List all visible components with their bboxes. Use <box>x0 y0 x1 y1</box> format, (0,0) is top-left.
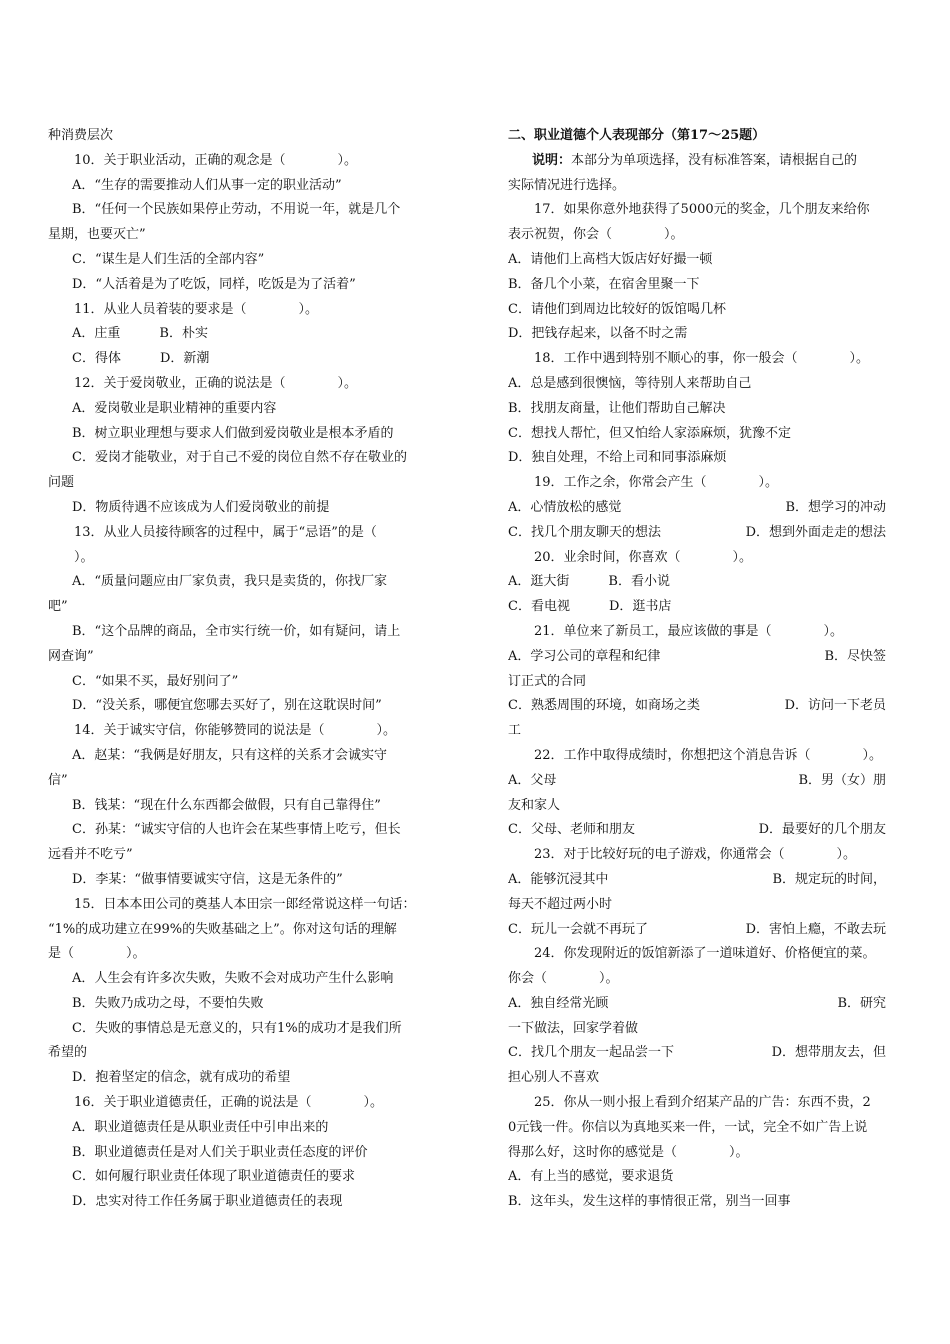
right-text-line: C．想找人帮忙，但又怕给人家添麻烦，犹豫不定 <box>508 425 791 441</box>
left-text-line: A．爱岗敬业是职业精神的重要内容 <box>72 400 277 416</box>
option-left: A．父母 <box>508 772 557 788</box>
left-text-line: 15．日本本田公司的奠基人本田宗一郎经常说这样一句话： <box>74 896 416 912</box>
option-right: D．最要好的几个朋友 <box>758 822 886 838</box>
right-text-line: 17．如果你意外地获得了5000元的奖金，几个朋友来给你 <box>534 202 870 218</box>
left-text-line: 10．关于职业活动，正确的观念是（ ）。 <box>74 152 358 168</box>
left-text-line: 信” <box>48 772 68 788</box>
right-text-line: D．独自处理，不给上司和同事添麻烦 <box>508 450 727 466</box>
right-text-line: A．逛大街 B．看小说 <box>508 574 670 590</box>
right-text-line: 实际情况进行选择。 <box>508 177 626 193</box>
option-left: C．熟悉周围的环境，如商场之类 <box>508 698 700 714</box>
left-text-line: B．职业道德责任是对人们关于职业责任态度的评价 <box>72 1144 368 1160</box>
right-text-line <box>508 992 886 1017</box>
left-text-line: 11．从业人员着装的要求是（ ）。 <box>74 301 319 317</box>
note-label: 说明： <box>532 152 572 168</box>
left-text-line: 网查询” <box>48 648 94 664</box>
option-left: C．玩儿一会就不再玩了 <box>508 921 648 937</box>
left-text-line: 希望的 <box>48 1045 88 1061</box>
right-text-line: 一下做法，回家学着做 <box>508 1020 639 1036</box>
left-text-line: A．赵某：“我俩是好朋友，只有这样的关系才会诚实守 <box>72 747 388 763</box>
right-text-line: 工 <box>508 723 522 739</box>
right-text-line: 二、职业道德个人表现部分（第17～25题） <box>508 128 766 143</box>
right-text-line: C．看电视 D．逛书店 <box>508 599 672 615</box>
left-text-line: D．抱着坚定的信念，就有成功的希望 <box>72 1070 291 1086</box>
note-text: 本部分为单项选择，没有标准答案，请根据自己的 <box>571 152 858 168</box>
right-text-line <box>508 645 886 670</box>
option-left: A．学习公司的章程和纪律 <box>508 648 661 664</box>
left-text-line: ）。 <box>74 549 94 565</box>
right-text-line: C．请他们到周边比较好的饭馆喝几杯 <box>508 301 726 317</box>
right-text-line: 担心别人不喜欢 <box>508 1070 600 1086</box>
left-text-line: 星期，也要灭亡” <box>48 227 146 243</box>
right-text-line: 18．工作中遇到特别不顺心的事，你一般会（ ）。 <box>534 351 870 367</box>
option-right: B．规定玩的时间， <box>772 871 886 887</box>
right-text-line: 19．工作之余，你常会产生（ ）。 <box>534 475 779 491</box>
option-left: C．父母、老师和朋友 <box>508 822 635 838</box>
left-text-line: A．“质量问题应由厂家负责，我只是卖货的，你找厂家 <box>72 574 388 590</box>
left-text-line: D．“人活着是为了吃饭，同样，吃饭是为了活着” <box>72 276 356 292</box>
left-text-line: 种消费层次 <box>48 128 114 143</box>
option-right: D．想带朋友去，但 <box>771 1045 886 1061</box>
left-text-line: D．忠实对待工作任务属于职业道德责任的表现 <box>72 1194 343 1210</box>
right-text-line <box>508 918 886 943</box>
left-text-line: 吧” <box>48 599 68 615</box>
option-right: D．想到外面走走的想法 <box>745 524 886 540</box>
option-left: A．独自经常光顾 <box>508 995 609 1011</box>
right-text-line: 友和家人 <box>508 797 561 813</box>
left-text-line: 14．关于诚实守信，你能够赞同的说法是（ ）。 <box>74 723 397 739</box>
right-text-line: 表示祝贺，你会（ ）。 <box>508 227 684 243</box>
left-text-line: C．孙某：“诚实守信的人也许会在某些事情上吃亏，但长 <box>72 822 401 838</box>
right-text-line: 24．你发现附近的饭馆新添了一道味道好、价格便宜的菜。 <box>534 946 876 962</box>
left-text-line: C．如何履行职业责任体现了职业道德责任的要求 <box>72 1169 355 1185</box>
left-text-line: A．“生存的需要推动人们从事一定的职业活动” <box>72 177 342 193</box>
right-text-line: 每天不超过两小时 <box>508 896 613 912</box>
right-text-line <box>508 1041 886 1066</box>
right-column <box>508 124 886 1215</box>
left-text-line: 问题 <box>48 475 75 491</box>
right-text-line <box>508 149 886 174</box>
right-text-line <box>508 694 886 719</box>
left-column <box>48 124 468 1215</box>
left-text-line: A．庄重 B．朴实 <box>72 326 208 342</box>
option-right: B．想学习的冲动 <box>785 499 886 515</box>
right-text-line <box>508 521 886 546</box>
option-right: B．男（女）朋 <box>798 772 886 788</box>
right-text-line: 23．对于比较好玩的电子游戏，你通常会（ ）。 <box>534 847 857 863</box>
option-left: C．找几个朋友聊天的想法 <box>508 524 661 540</box>
left-text-line: 13．从业人员接待顾客的过程中，属于“忌语”的是（ <box>74 524 377 540</box>
right-text-line: A．总是感到很懊恼，等待别人来帮助自己 <box>508 375 752 391</box>
left-text-line: C．失败的事情总是无意义的，只有1%的成功才是我们所 <box>72 1020 402 1036</box>
left-text-line: B．“这个品牌的商品，全市实行统一价，如有疑问，请上 <box>72 623 401 639</box>
left-text-line: A．职业道德责任是从职业责任中引申出来的 <box>72 1119 329 1135</box>
right-text-line: 20．业余时间，你喜欢（ ）。 <box>534 549 753 565</box>
option-left: A．心情放松的感觉 <box>508 499 622 515</box>
option-right: D．害怕上瘾，不敢去玩 <box>745 921 886 937</box>
right-text-line: D．把钱存起来，以备不时之需 <box>508 326 688 342</box>
left-text-line: C．得体 D．新潮 <box>72 351 210 367</box>
left-text-line: D．李某：“做事情要诚实守信，这是无条件的” <box>72 871 343 887</box>
right-text-line: 得那么好，这时你的感觉是（ ）。 <box>508 1144 749 1160</box>
left-text-line: B．树立职业理想与要求人们做到爱岗敬业是根本矛盾的 <box>72 425 394 441</box>
right-text-line: B．找朋友商量，让他们帮助自己解决 <box>508 400 726 416</box>
left-text-line: B．“任何一个民族如果停止劳动，不用说一年，就是几个 <box>72 202 401 218</box>
left-text-line: “1%的成功建立在99%的失败基础之上”。你对这句话的理解 <box>48 921 397 937</box>
right-text-line: A．请他们上高档大饭店好好撮一顿 <box>508 251 713 267</box>
option-right: B．尽快签 <box>824 648 886 664</box>
left-text-line: D．物质待遇不应该成为人们爱岗敬业的前提 <box>72 499 330 515</box>
right-text-line: B．这年头，发生这样的事情很正常，别当一回事 <box>508 1194 791 1210</box>
option-right: B．研究 <box>837 995 886 1011</box>
right-text-line <box>508 818 886 843</box>
right-text-line: B．备几个小菜，在宿舍里聚一下 <box>508 276 700 292</box>
right-text-line: 25．你从一则小报上看到介绍某产品的广告：东西不贵，2 <box>534 1095 871 1111</box>
left-text-line: 远看并不吃亏” <box>48 847 133 863</box>
left-text-line: C．“谋生是人们生活的全部内容” <box>72 251 265 267</box>
option-left: C．找几个朋友一起品尝一下 <box>508 1045 674 1061</box>
left-text-line: 16．关于职业道德责任，正确的说法是（ ）。 <box>74 1095 384 1111</box>
left-text-line: C．爱岗才能敬业，对于自己不爱的岗位自然不存在敬业的 <box>72 450 407 466</box>
option-left: A．能够沉浸其中 <box>508 871 609 887</box>
right-text-line: A．有上当的感觉，要求退货 <box>508 1169 674 1185</box>
left-text-line: 12．关于爱岗敬业，正确的说法是（ ）。 <box>74 375 358 391</box>
right-text-line <box>508 496 886 521</box>
left-text-line: A．人生会有许多次失败，失败不会对成功产生什么影响 <box>72 971 394 987</box>
left-text-line: B．失败乃成功之母，不要怕失败 <box>72 995 264 1011</box>
right-text-line <box>508 769 886 794</box>
right-text-line <box>508 868 886 893</box>
right-text-line: 0元钱一件。你信以为真地买来一件，一试，完全不如广告上说 <box>508 1119 868 1135</box>
right-text-line: 21．单位来了新员工，最应该做的事是（ ）。 <box>534 623 844 639</box>
left-text-line: C．“如果不买，最好别问了” <box>72 673 239 689</box>
right-text-line: 你会（ ）。 <box>508 971 619 987</box>
left-text-line: B．钱某：“现在什么东西都会做假，只有自己靠得住” <box>72 797 381 813</box>
left-text-line: 是（ ）。 <box>48 946 146 962</box>
left-text-line: D．“没关系，哪便宜您哪去买好了，别在这耽误时间” <box>72 698 382 714</box>
right-text-line: 订正式的合同 <box>508 673 587 689</box>
option-right: D．访问一下老员 <box>784 698 886 714</box>
right-text-line: 22．工作中取得成绩时，你想把这个消息告诉（ ）。 <box>534 747 883 763</box>
